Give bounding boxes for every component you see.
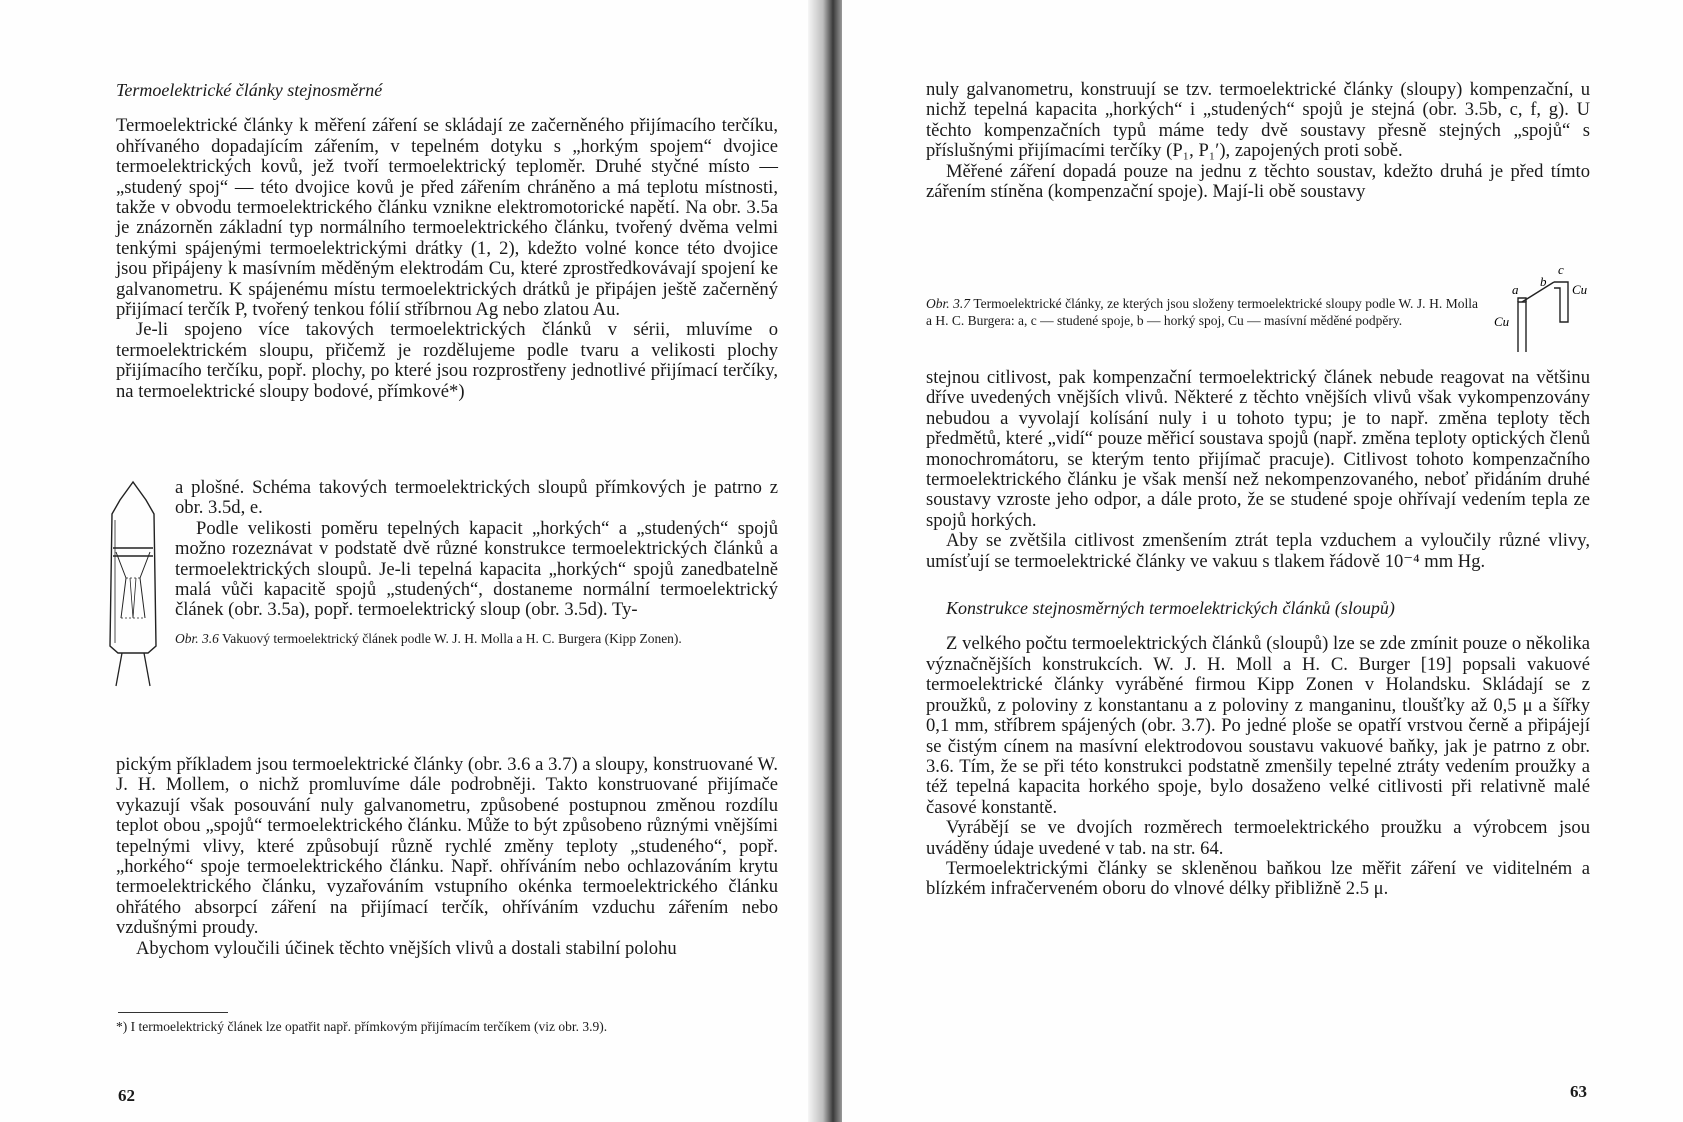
figure-number: Obr. 3.7: [926, 296, 971, 311]
paragraph: nuly galvanometru, konstruují se tzv. termoelektrické články (sloupy) kompenzační, u nichž tepelná kapacita „horkých“ i „studených“ spojů je stejná (obr. 3.5b, c, f, g). U těchto kompenzačních typů máme tedy dvě soustavy přesně stejných „spojů“ s příslušnými přijímacími terčíky (P₁, P₁′), zapojených proti sobě.: [926, 79, 1590, 162]
section-heading: Konstrukce stejnosměrných termoelektrických článků (sloupů): [946, 598, 1395, 619]
page-number: 62: [118, 1086, 135, 1105]
right-page-body-bottom: [926, 368, 1590, 900]
figure-label-c: c: [1558, 262, 1564, 277]
figure-vacuum-thermocouple-bulb: [100, 478, 166, 688]
paragraph: stejnou citlivost, pak kompenzační termoelektrický článek nebude reagovat na většinu dříve uvedených vnějších vlivů. Některé z těchto vnějších vlivů však vykompenzovány nebudou a vyvolají kolísání nuly i u tohoto typu; je to např. změna teploty těch předmětů, které „vidí“ pouze měřicí soustava spojů (např. změna teploty optických členů monochromátoru, se kterým tento přijímač pracuje). Citlivost tohoto kompenzačního termoelektrického článku je však menší než nekompenzovaného, neboť přidáním druhé soustavy vzroste jeho odpor, a dále proto, že se studené spoje ohřívají vedením tepla ze spojů horkých.: [926, 367, 1590, 531]
figure-label-a: a: [1512, 282, 1519, 297]
right-page: [842, 0, 1683, 1122]
right-page-body-top: [926, 80, 1590, 202]
paragraph: a plošné. Schéma takových termoelektrických sloupů přímkových je patrno z obr. 3.5d, e.: [175, 477, 778, 519]
left-page-body-top: [116, 80, 778, 402]
figure-number: Obr. 3.6: [175, 630, 219, 646]
figure-caption-text: Vakuový termoelektrický článek podle W. J. H. Molla a H. C. Burgera (Kipp Zonen).: [222, 630, 682, 646]
figure-caption-text: Termoelektrické články, ze kterých jsou složeny termoelektrické sloupy podle W. J. H. Molla a H. C. Burgera: a, c — studené spoje, b — horký spoj, Cu — masívní měděné podpěry.: [926, 296, 1478, 328]
paragraph: Je-li spojeno více takových termoelektrických článků v sérii, mluvíme o termoelektrickém sloupu, přičemž je rozdělujeme podle tvaru a velikosti plochy přijímacího terčíku, popř. plochy, po které jsou rozprostřeny jednotlivé přijímací terčíky, na termoelektrické sloupy bodové, přímkové*): [116, 319, 778, 402]
paragraph: Abychom vyloučili účinek těchto vnějších vlivů a dostali stabilní polohu: [136, 937, 677, 959]
figure-caption: [926, 296, 1478, 329]
figure-thermocouple-strips: [1488, 262, 1598, 362]
footnote: *) I termoelektrický článek lze opatřit např. přímkovým přijímacím terčíkem (viz obr. 3.9).: [116, 1019, 608, 1034]
paragraph: Z velkého počtu termoelektrických článků (sloupů) lze se zde zmínit pouze o několika význačnějších konstrukcích. W. J. H. Moll a H. C. Burger [19] popsali vakuové termoelektrické články vyráběné firmou Kipp Zonen v Holandsku. Skládají se z proužků, z poloviny z konstantanu a z poloviny z manganinu, tloušťky až 0,5 μ a šířky 0,1 mm, stříbrem spájených (obr. 3.7). Po jedné ploše se opatří vrstvou černě a připájejí se čistým cínem na masívní elektrodovou soustavu vakuové baňky, jak je patrno z obr. 3.6. Tím, že se při této konstrukci podstatně zmenšily tepelné ztráty vedením proužky a též tepelná kapacita horkého spoje, bylo dosaženo velké citlivosti při relativně malé časové konstantě.: [926, 633, 1590, 818]
figure-caption: [175, 631, 778, 648]
paragraph: Vyrábějí se ve dvojích rozměrech termoelektrického proužku a výrobcem jsou uváděny údaje uvedené v tab. na str. 64.: [926, 817, 1590, 859]
paragraph: Podle velikosti poměru tepelných kapacit „horkých“ a „studených“ spojů možno rozeznávat v podstatě dvě různé konstrukce termoelektrických článků a termoelektrických sloupů. Je-li tepelná kapacita „horkých“ spojů zanedbatelně malá vůči kapacitě spojů „studených“, dostaneme normální termoelektrický článek (obr. 3.5a), popř. termoelektrický sloup (obr. 3.5d). Ty-: [175, 517, 778, 621]
left-page-body-wrap: [175, 478, 778, 647]
paragraph: Měřené záření dopadá pouze na jednu z těchto soustav, kdežto druhá je před tímto zářením stíněna (kompenzační spoje). Mají-li obě soustavy: [926, 160, 1590, 203]
figure-label-cu-right: Cu: [1572, 282, 1588, 297]
paragraph: Aby se zvětšila citlivost zmenšením ztrát tepla vzduchem a vyloučily různé vlivy, umísťují se termoelektrické články ve vakuu s tlakem řádově 10⁻⁴ mm Hg.: [926, 530, 1590, 572]
figure-label-cu-left: Cu: [1494, 314, 1510, 329]
left-page: [0, 0, 820, 1122]
paragraph: pickým příkladem jsou termoelektrické články (obr. 3.6 a 3.7) a sloupy, konstruované W. J. H. Mollem, o nichž promluvíme dále podrobněji. Takto konstruované přijímače vykazují však posouvání nuly galvanometru, způsobené postupnou změnou rozdílu teplot obou „spojů“ termoelektrického článku. Může to být způsobeno různými vnějšími tepelnými vlivy, které způsobují různě rychlé změny teploty „studeného“, popř. „horkého“ spoje termoelektrického článku. Např. ohříváním nebo ochlazováním krytu termoelektrického článku, vyzařováním vstupního okénka termoelektrického článku ohřátého absorpcí záření na přijímací terčík, ohříváním vzduchu zářením nebo vzdušnými proudy.: [116, 754, 778, 939]
paragraph: Termoelektrickými články se skleněnou baňkou lze měřit záření ve viditelném a blízkém infračerveném oboru do vlnové délky přibližně 2.5 μ.: [926, 857, 1590, 900]
section-heading: Termoelektrické články stejnosměrné: [116, 80, 383, 100]
page-number: 63: [1570, 1082, 1587, 1101]
left-page-body-bottom: [116, 755, 778, 959]
footnote-rule: [118, 1012, 228, 1013]
paragraph: Termoelektrické články k měření záření se skládají ze začerněného přijímacího terčíku, ohřívaného dopadajícím zářením, v tepelném dotyku s „horkým spojem“ dvojice termoelektrických kovů, jež tvoří termoelektrický teploměr. Druhé styčné místo — „studený spoj“ — této dvojice kovů je před zářením chráněno a má teplotu místnosti, takže v obvodu termoelektrického článku vznikne elektromotorické napětí. Na obr. 3.5a je znázorněn základní typ normálního termoelektrického článku, tvořený dvěma velmi tenkými spájenými termoelektrickými drátky (1, 2), kdežto volné konce této dvojice jsou připájeny k masívním měděným elektrodám Cu, které zprostředkovávají spojení ke galvanometru. K spájenému místu termoelektrických drátků je připájen ještě začerněný přijímací terčík P, tvořený tenkou fólií stříbrnou Ag nebo zlatou Au.: [116, 115, 778, 321]
figure-label-b: b: [1540, 274, 1547, 289]
